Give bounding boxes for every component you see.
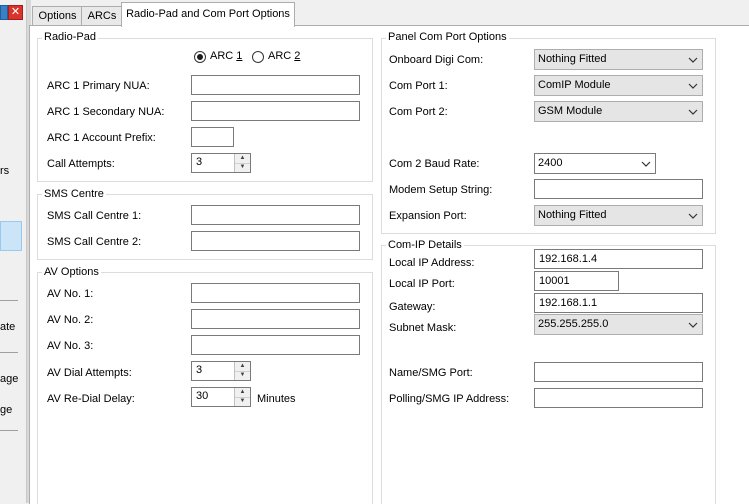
- baud-rate-select[interactable]: [534, 153, 656, 174]
- com-ip-title: Com-IP Details: [388, 239, 462, 251]
- expansion-port-value: Nothing Fitted: [538, 209, 607, 221]
- spin-up-icon[interactable]: ▲: [235, 154, 250, 164]
- sms-call-centre-2-label: SMS Call Centre 2:: [47, 236, 142, 248]
- expansion-port-select[interactable]: [534, 205, 703, 226]
- sms-call-centre-1-input[interactable]: [191, 205, 360, 225]
- call-attempts-label: Call Attempts:: [47, 158, 115, 170]
- arc-1-label[interactable]: ARC 1: [210, 50, 243, 62]
- sms-centre-title: SMS Centre: [44, 188, 104, 200]
- av-redial-delay-value: 30: [196, 390, 209, 402]
- arc-2-radio[interactable]: [252, 51, 264, 63]
- gateway-input[interactable]: 192.168.1.1: [534, 293, 703, 313]
- subnet-mask-select[interactable]: [534, 314, 703, 335]
- av-dial-attempts-stepper[interactable]: [191, 361, 251, 381]
- arc-2-label[interactable]: ARC 2: [268, 50, 301, 62]
- subnet-mask-value: 255.255.255.0: [538, 318, 609, 330]
- av-dial-attempts-value: 3: [196, 364, 203, 376]
- local-port-label: Local IP Port:: [389, 278, 455, 290]
- av-redial-delay-stepper[interactable]: [191, 387, 251, 407]
- onboard-digi-label: Onboard Digi Com:: [389, 54, 484, 66]
- local-ip-input[interactable]: 192.168.1.4: [534, 249, 703, 269]
- primary-nua-label: ARC 1 Primary NUA:: [47, 80, 150, 92]
- spin-up-icon[interactable]: ▲: [235, 388, 250, 398]
- account-prefix-input[interactable]: [191, 127, 234, 147]
- tab-arcs[interactable]: ARCs: [81, 6, 123, 26]
- account-prefix-label: ARC 1 Account Prefix:: [47, 132, 156, 144]
- close-icon[interactable]: ✕: [8, 5, 23, 20]
- stepper-buttons: [234, 362, 250, 380]
- arc-1-radio[interactable]: [194, 51, 206, 63]
- gateway-label: Gateway:: [389, 301, 436, 313]
- radio-pad-title: Radio-Pad: [44, 31, 96, 43]
- av-no-2-label: AV No. 2:: [47, 314, 94, 326]
- divider: [0, 352, 18, 353]
- left-item-3: age: [0, 373, 19, 385]
- left-item-2: ate: [0, 321, 16, 333]
- av-no-1-input[interactable]: [191, 283, 360, 303]
- call-attempts-value: 3: [196, 156, 203, 168]
- chevron-down-icon: [688, 320, 698, 330]
- spin-down-icon[interactable]: ▼: [239, 372, 246, 378]
- com-port-2-select[interactable]: [534, 101, 703, 122]
- smg-port-input[interactable]: [534, 362, 703, 382]
- spin-down-icon[interactable]: ▼: [239, 164, 246, 170]
- polling-ip-input[interactable]: [534, 388, 703, 408]
- modem-setup-label: Modem Setup String:: [389, 184, 493, 196]
- expansion-port-label: Expansion Port:: [389, 210, 467, 222]
- com-port-2-label: Com Port 2:: [389, 106, 448, 118]
- divider: [0, 430, 18, 431]
- baud-rate-value: 2400: [538, 157, 563, 169]
- av-no-3-label: AV No. 3:: [47, 340, 94, 352]
- minutes-unit-label: Minutes: [257, 393, 296, 405]
- stepper-buttons: [234, 154, 250, 172]
- com-port-1-value: ComIP Module: [538, 79, 611, 91]
- onboard-digi-value: Nothing Fitted: [538, 53, 607, 65]
- secondary-nua-input[interactable]: [191, 101, 360, 121]
- left-item-4: ge: [0, 404, 13, 416]
- sms-call-centre-1-label: SMS Call Centre 1:: [47, 210, 142, 222]
- spin-up-icon[interactable]: ▲: [235, 362, 250, 372]
- av-redial-delay-label: AV Re-Dial Delay:: [47, 393, 135, 405]
- window-icon[interactable]: [0, 5, 8, 20]
- chevron-down-icon: [688, 107, 698, 117]
- polling-ip-label: Polling/SMG IP Address:: [389, 393, 510, 405]
- left-selected-item[interactable]: [0, 221, 22, 251]
- left-item-1: rs: [0, 165, 10, 177]
- av-no-3-input[interactable]: [191, 335, 360, 355]
- onboard-digi-select[interactable]: [534, 49, 703, 70]
- tab-options[interactable]: Options: [32, 6, 83, 26]
- av-options-title: AV Options: [44, 266, 99, 278]
- smg-port-label: Name/SMG Port:: [389, 367, 473, 379]
- com-port-1-label: Com Port 1:: [389, 80, 448, 92]
- tab-radio-pad-com-port[interactable]: Radio-Pad and Com Port Options: [121, 2, 295, 27]
- av-dial-attempts-label: AV Dial Attempts:: [47, 367, 132, 379]
- av-no-2-input[interactable]: [191, 309, 360, 329]
- sms-call-centre-2-input[interactable]: [191, 231, 360, 251]
- stepper-buttons: [234, 388, 250, 406]
- primary-nua-input[interactable]: [191, 75, 360, 95]
- call-attempts-stepper[interactable]: [191, 153, 251, 173]
- spin-down-icon[interactable]: ▼: [239, 398, 246, 404]
- panel-com-port-title: Panel Com Port Options: [388, 31, 507, 43]
- local-port-input[interactable]: 10001: [534, 271, 619, 291]
- modem-setup-input[interactable]: [534, 179, 703, 199]
- com-port-2-value: GSM Module: [538, 105, 603, 117]
- local-ip-label: Local IP Address:: [389, 257, 475, 269]
- chevron-down-icon: [688, 55, 698, 65]
- av-no-1-label: AV No. 1:: [47, 288, 94, 300]
- chevron-down-icon: [641, 159, 651, 169]
- divider: [0, 300, 18, 301]
- chevron-down-icon: [688, 81, 698, 91]
- subnet-mask-label: Subnet Mask:: [389, 322, 457, 334]
- secondary-nua-label: ARC 1 Secondary NUA:: [47, 106, 165, 118]
- com-port-1-select[interactable]: [534, 75, 703, 96]
- baud-rate-label: Com 2 Baud Rate:: [389, 158, 480, 170]
- left-panel-strip: [0, 0, 26, 503]
- chevron-down-icon: [688, 211, 698, 221]
